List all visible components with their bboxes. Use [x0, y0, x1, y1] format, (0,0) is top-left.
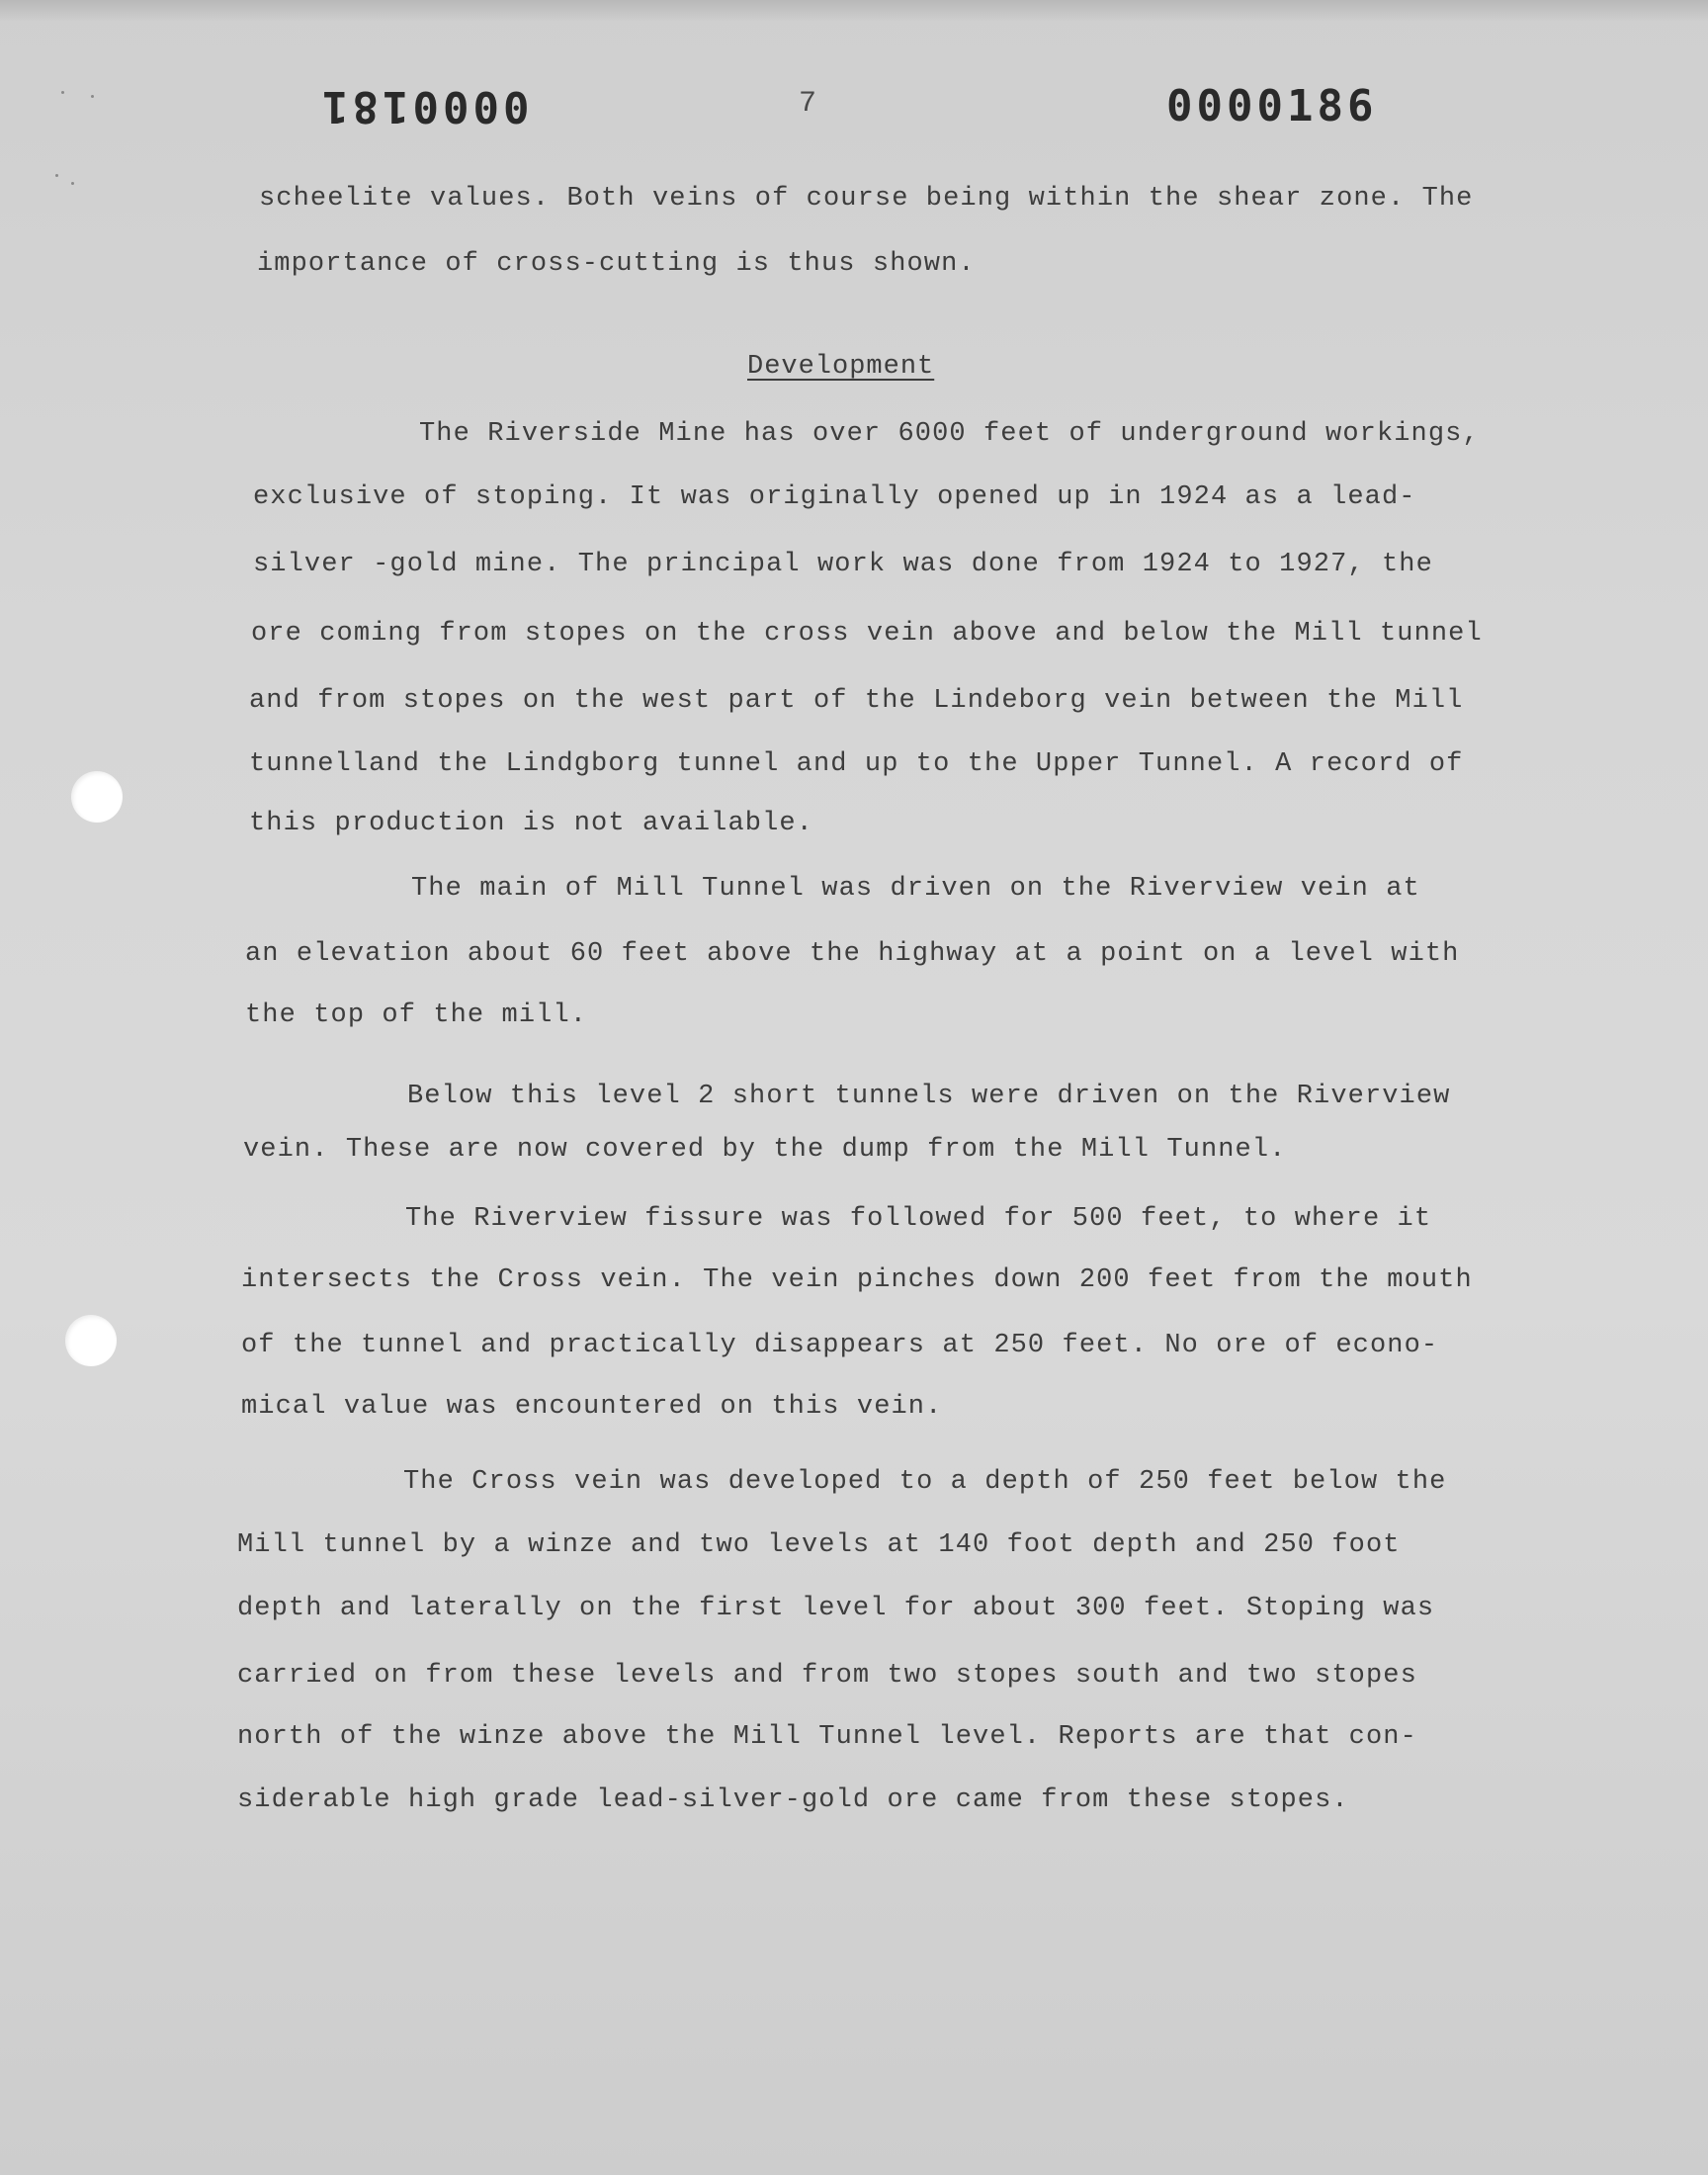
scan-edge-shadow: [0, 0, 1708, 22]
body-line: The Cross vein was developed to a depth of 250 feet below the: [403, 1467, 1447, 1497]
document-number-left: 0000181: [318, 81, 530, 131]
body-line: tunnelland the Lindgborg tunnel and up to the Upper Tunnel. A record of: [249, 749, 1464, 779]
scan-speck: [55, 174, 58, 177]
scan-speck: [71, 182, 74, 185]
body-line: The Riverside Mine has over 6000 feet of underground workings,: [419, 419, 1480, 449]
punch-hole: [71, 771, 123, 823]
document-number-right: 0000186: [1166, 81, 1378, 131]
body-line: siderable high grade lead-silver-gold ore came from these stopes.: [237, 1785, 1349, 1815]
section-heading: Development: [747, 352, 935, 382]
body-line: importance of cross-cutting is thus shown.: [257, 249, 976, 279]
punch-hole: [65, 1315, 117, 1366]
body-line: an elevation about 60 feet above the highway at a point on a level with: [245, 939, 1460, 969]
body-line: mical value was encountered on this vein.: [241, 1392, 943, 1422]
body-line: depth and laterally on the first level for about 300 feet. Stoping was: [237, 1594, 1435, 1623]
body-line: The Riverview fissure was followed for 500 feet, to where it: [405, 1204, 1432, 1234]
body-line: the top of the mill.: [245, 1000, 588, 1030]
body-line: Mill tunnel by a winze and two levels at 140 foot depth and 250 foot: [237, 1530, 1401, 1560]
body-line: Below this level 2 short tunnels were driven on the Riverview: [407, 1082, 1451, 1111]
body-line: carried on from these levels and from two stopes south and two stopes: [237, 1661, 1417, 1691]
body-line: vein. These are now covered by the dump from the Mill Tunnel.: [243, 1135, 1287, 1165]
body-line: this production is not available.: [249, 809, 813, 838]
body-line: and from stopes on the west part of the Lindeborg vein between the Mill: [249, 686, 1464, 716]
body-line: ore coming from stopes on the cross vein above and below the Mill tunnel: [251, 619, 1483, 649]
page-header: [0, 81, 1708, 140]
body-line: north of the winze above the Mill Tunnel level. Reports are that con-: [237, 1722, 1417, 1752]
page-number: 7: [799, 87, 817, 121]
body-line: scheelite values. Both veins of course being within the shear zone. The: [259, 184, 1474, 214]
body-line: of the tunnel and practically disappears at 250 feet. No ore of econo-: [241, 1331, 1439, 1360]
body-line: silver -gold mine. The principal work was done from 1924 to 1927, the: [253, 550, 1433, 579]
body-line: The main of Mill Tunnel was driven on the Riverview vein at: [411, 874, 1420, 904]
body-line: exclusive of stoping. It was originally opened up in 1924 as a lead-: [253, 482, 1416, 512]
body-line: intersects the Cross vein. The vein pinches down 200 feet from the mouth: [241, 1265, 1473, 1295]
